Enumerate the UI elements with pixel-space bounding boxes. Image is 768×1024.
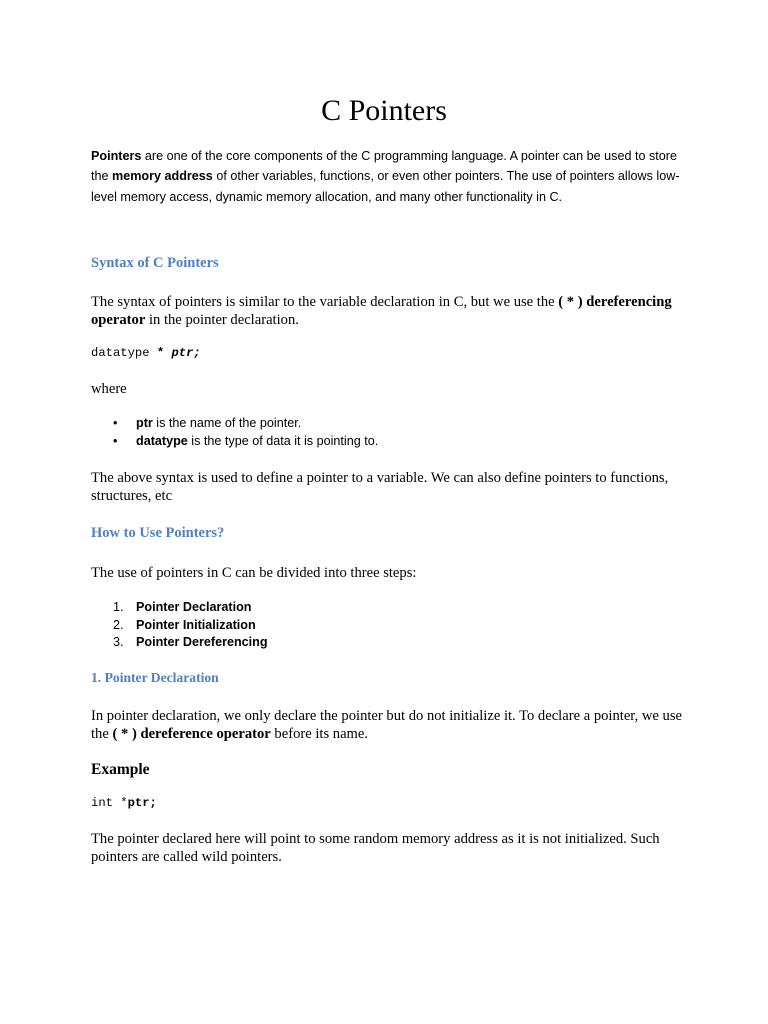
syntax-text-2: in the pointer declaration.: [145, 312, 299, 328]
code-star: *: [120, 796, 128, 810]
syntax-heading: Syntax of C Pointers: [91, 255, 219, 271]
intro-bold-pointers: Pointers: [91, 149, 142, 163]
code-ptr-name: ptr;: [127, 796, 157, 810]
step-label: Pointer Dereferencing: [136, 635, 268, 649]
howto-heading: How to Use Pointers?: [91, 525, 225, 541]
bullet-desc: is the name of the pointer.: [152, 416, 302, 430]
howto-paragraph: The use of pointers in C can be divided into three steps:: [91, 565, 417, 581]
declaration-code-block: [91, 795, 157, 811]
step-number: 1.: [113, 600, 124, 614]
code-ptr: ptr;: [171, 346, 201, 360]
wild-pointer-paragraph: The pointer declared here will point to some random memory address as it is not initialized. Such pointers are called wild pointers.: [91, 831, 660, 865]
step-label: Pointer Declaration: [136, 600, 252, 614]
syntax-text-1: The syntax of pointers is similar to the variable declaration in C, but we use the: [91, 294, 559, 310]
bullet-marker: •: [113, 416, 118, 430]
step-number: 3.: [113, 635, 124, 649]
syntax-bullet-list: [91, 415, 651, 450]
bullet-term: datatype: [136, 433, 188, 448]
code-star: *: [156, 346, 172, 360]
declaration-text-1: In pointer declaration, we only declare the pointer but do not initialize it. To declare a pointer, we use the: [91, 708, 682, 742]
declaration-bold-operator: ( * ) dereference operator: [112, 726, 271, 742]
bullet-term: ptr: [136, 416, 153, 430]
where-text: where: [91, 381, 127, 397]
list-item: [91, 415, 651, 433]
code-int: int: [91, 796, 121, 810]
syntax-code-block: [91, 345, 201, 361]
page-title: C Pointers: [321, 94, 447, 127]
list-item: [91, 599, 651, 617]
intro-text-2: of other variables, functions, or even other pointers. The use of pointers allows low-level memory access, dynamic memory allocation, and many other functionality in C.: [91, 169, 680, 204]
intro-text-1: are one of the core components of the C programming language. A pointer can be used to store the: [91, 149, 677, 184]
intro-paragraph: [91, 146, 691, 207]
declaration-paragraph: [91, 707, 691, 743]
code-datatype: datatype: [91, 346, 157, 360]
bullet-marker: •: [113, 433, 118, 448]
syntax-bold-operator: ( * ) dereferencing operator: [91, 294, 672, 328]
intro-bold-memory-address: memory address: [112, 169, 213, 184]
steps-list: [91, 599, 651, 652]
declaration-text-2: before its name.: [270, 726, 369, 742]
syntax-paragraph: [91, 293, 691, 329]
list-item: [91, 433, 651, 451]
list-item: [91, 634, 651, 652]
step-number: 2.: [113, 617, 124, 632]
step-label: Pointer Initialization: [136, 617, 256, 632]
list-item: [91, 617, 651, 635]
declaration-heading: 1. Pointer Declaration: [91, 670, 219, 685]
bullet-desc: is the type of data it is pointing to.: [187, 433, 379, 448]
example-heading: Example: [91, 761, 150, 778]
syntax-summary-paragraph: The above syntax is used to define a pointer to a variable. We can also define pointers to functions, structures, etc: [91, 470, 669, 504]
